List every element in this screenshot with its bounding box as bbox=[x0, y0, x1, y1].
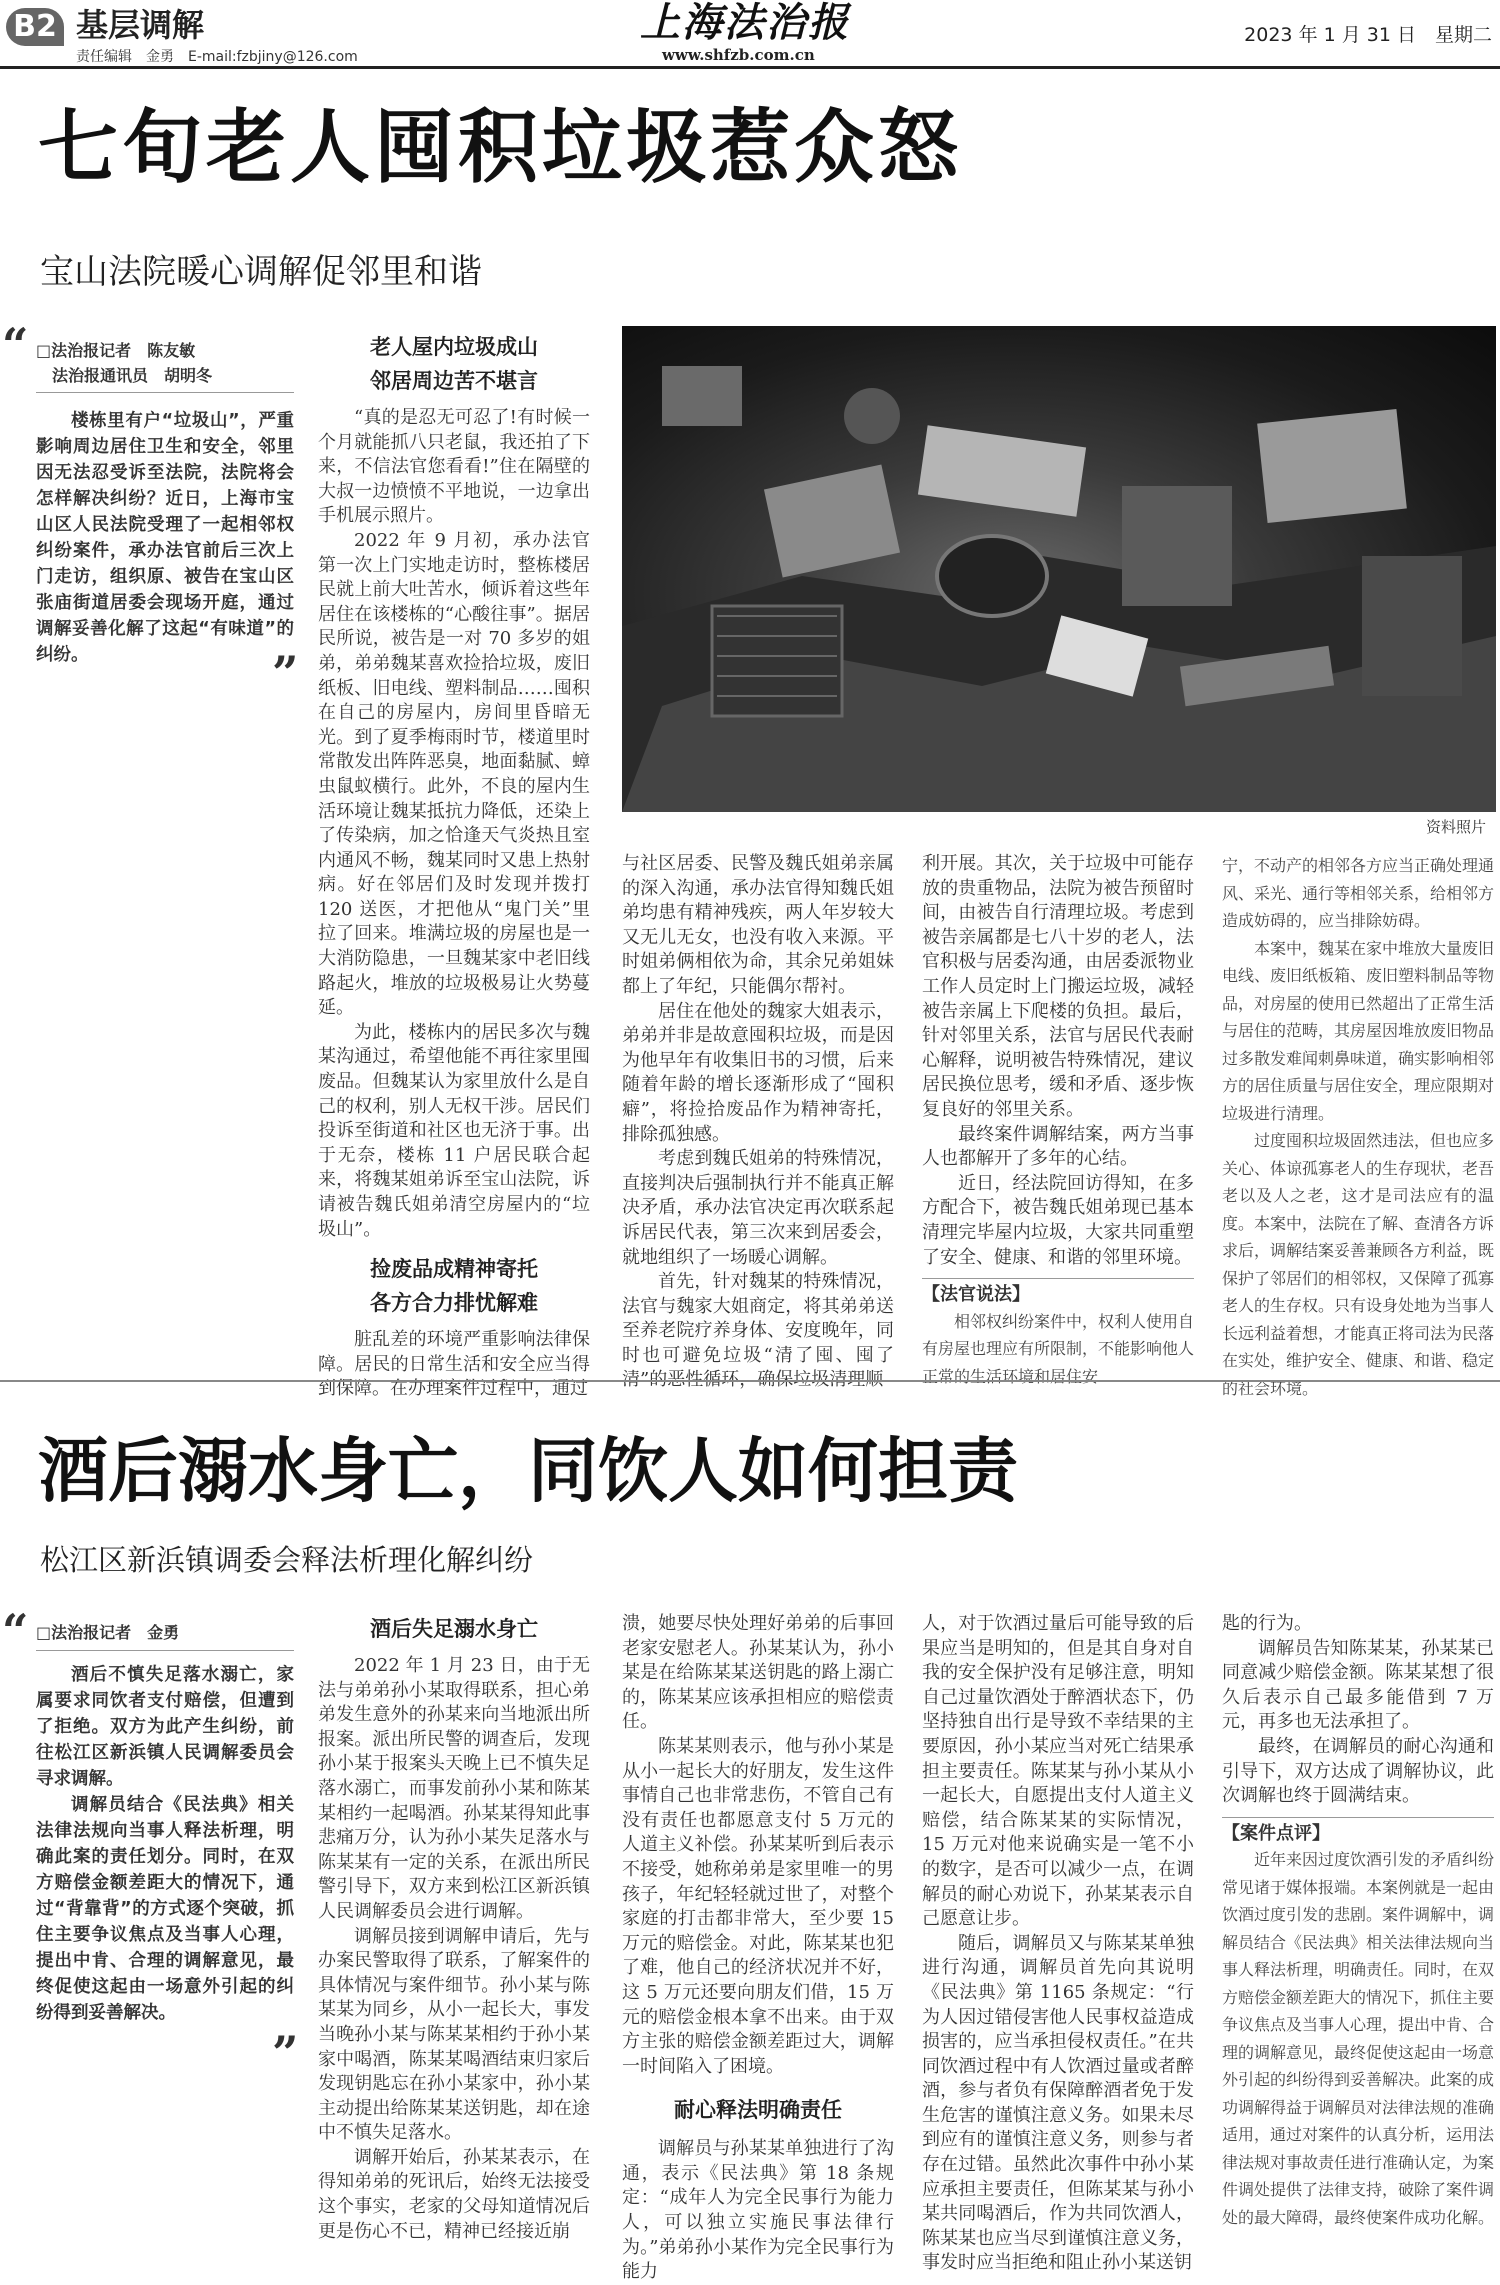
judge-comment-divider bbox=[922, 1278, 1194, 1279]
byline-reporter: □法治报记者 陈友敏 bbox=[36, 341, 196, 360]
article1-column-3: 利开展。其次，关于垃圾中可能存放的贵重物品，法院为被告预留时间，由被告自行清理垃圾。考虑到被告亲属都是七八十岁的老人，法官积极与居委沟通，由居委派物业工作人员定时上门搬运垃圾，减轻被告亲属上下爬楼的负担。最后，针对邻里关系，法官与居民代表耐心解释，说明被告特殊情况，建议居民换位思考，缓和矛盾、逐步恢复良好的邻里关系。 最终案件调解结案，两方当事人也都解开了多年的心结。 近日，经法院回访得知，在多方配合下，被告魏氏姐弟现已基本清理完毕屋内垃圾，大家共同重塑了安全、健康、和谐的邻里环境。 【法官说法】 相邻权纠纷案件中，权利人使用自有房屋也理应有所限制，不能影响他人正常的生活环境和居住安 bbox=[922, 853, 1195, 1386]
article2-headline: 酒后溺水身亡，同饮人如何担责 bbox=[38, 1430, 1018, 1512]
article2-subheadline: 松江区新浜镇调委会释法析理化解纠纷 bbox=[40, 1543, 534, 1577]
article1-column-4: 宁，不动产的相邻各方应当正确处理通风、采光、通行等相邻关系，给相邻方造成妨碍的，应当排除妨碍。 本案中，魏某在家中堆放大量废旧电线、废旧纸板箱、废旧塑料制品等物品，对房屋的使用已然超出了正常生活与居住的范畴，其房屋因堆放废旧物品过多散发难闻刺鼻味道，确实影响相邻方的居住质量与居住安全，理应限期对垃圾进行清理。 过度囤积垃圾固然违法，但也应多关心、体谅孤寡老人的生存现状，老吾老以及人之老，这才是司法应有的温度。本案中，法院在了解、查清各方诉求后，调解结案妥善兼顾各方利益，既保护了邻居们的相邻权，又保障了孤寡老人的生存权。只有设身处地为当事人长远利益着想，才能真正将司法为民落在实处，维护安全、健康、和谐、稳定的社会环境。 bbox=[1222, 856, 1495, 1398]
issue-date: 2023 年 1 月 31 日 星期二 bbox=[1244, 24, 1492, 46]
masthead-rule bbox=[0, 66, 1500, 69]
article1-column-1: 老人屋内垃圾成山 邻居周边苦不堪言 “真的是忍无可忍了!有时候一个月就能抓八只老鼠，我还拍了下来，不信法官您看看!”住在隔壁的大叔一边愤愤不平地说，一边拿出手机展示照片。 2022 年 9 月初，承办法官第一次上门实地走访时，整栋楼居民就上前大吐苦水，倾诉着这些年居住在该楼栋的“心酸往事”。据居民所说，被告是一对 70 多岁的姐弟，弟弟魏某喜欢捡拾垃圾，废旧纸板、旧电线、塑料制品……囤积在自己的房屋内，房间里昏暗无光。到了夏季梅雨时节，楼道里时常散发出阵阵恶臭，地面黏腻、蟑虫鼠蚁横行。此外，不良的屋内生活环境让魏某抵抗力降低，还染上了传染病，加之恰逢天气炎热且室内通风不畅，魏某同时又患上热射病。好在邻居们及时发现并拨打 120 送医，才把他从“鬼门关”里拉了回来。堆满垃圾的房屋也是一大消防隐患，一旦魏某家中老旧线路起火，堆放的垃圾极易让火势蔓延。 为此，楼栋内的居民多次与魏某沟通过，希望他能不再往家里囤废品。但魏某认为家里放什么是自己的权利，别人无权干涉。居民们投诉至街道和社区也无济于事。出于无奈，楼栋 11 户居民联合起来，将魏某姐弟诉至宝山法院，诉请被告魏氏姐弟清空房屋内的“垃圾山”。 捡废品成精神寄托 各方合力排忧解难 脏乱差的环境严重影响法律保障。居民的日常生活和安全应当得到保障。在办理案件过程中，通过 bbox=[318, 330, 590, 1360]
editor-line: 责任编辑 金勇 E-mail:fzbjiny@126.com bbox=[76, 49, 358, 65]
article2-column-2: 溃，她要尽快处理好弟弟的后事回老家安慰老人。孙某某认为，孙小某是在给陈某某送钥匙的路上溺亡的，陈某某应该承担相应的赔偿责任。 陈某某则表示，他与孙小某是从小一起长大的好朋友，发生这件事情自己也非常悲伤，不管自己有没有责任也都愿意支付 5 万元的人道主义补偿。孙某某听到后表示不接受，她称弟弟是家里唯一的男孩子，年纪轻轻就过世了，对整个家庭的打击都非常大，至少要 15 万元的赔偿金。对此，陈某某也犯了难，他自己的经济状况并不好，这 5 万元还要向朋友们借，15 万元的赔偿金根本拿不出来。由于双方主张的赔偿金额差距过大，调解一时间陷入了困境。 耐心释法明确责任 调解员与孙某某单独进行了沟通，表示《民法典》第 18 条规定：“成年人为完全民事行为能力人，可以独立实施民事法律行为。”弟弟孙小某作为完全民事行为能力 bbox=[622, 1613, 894, 2283]
article1-headline: 七旬老人囤积垃圾惹众怒 bbox=[38, 101, 962, 194]
article2-lead: 酒后不慎失足落水溺亡，家属要求同饮者支付赔偿，但遭到了拒绝。双方为此产生纠纷，前往松江区新浜镇人民调解委员会寻求调解。 调解员结合《民法典》相关法律法规向当事人释法析理，明确此案的责任划分。同时，在双方赔偿金额差距大的情况下，通过“背靠背”的方式逐个突破，抓住主要争议焦点及当事人心理，提出中肯、合理的调解意见，最终促使这起由一场意外引起的纠纷得到妥善解决。 bbox=[36, 1665, 294, 2023]
article2-subhead-2: 耐心释法明确责任 bbox=[674, 2098, 842, 2123]
photo-caption: 资料照片 bbox=[1426, 818, 1487, 836]
judge-comment-title: 【法官说法】 bbox=[922, 1284, 1030, 1306]
article-photo bbox=[622, 326, 1496, 812]
article1-column-2: 与社区居委、民警及魏氏姐弟亲属的深入沟通，承办法官得知魏氏姐弟均患有精神残疾，两人年岁较大又无儿无女，也没有收入来源。平时姐弟俩相依为命，其余兄弟姐妹都上了年纪，只能偶尔帮衬。 居住在他处的魏家大姐表示，弟弟并非是故意囤积垃圾，而是因为他早年有收集旧书的习惯，后来随着年龄的增长逐渐形成了“囤积癖”，将捡拾废品作为精神寄托，排除孤独感。 考虑到魏氏姐弟的特殊情况，直接判决后强制执行并不能真正解决矛盾，承办法官决定再次联系起诉居民代表，第三次来到居委会，就地组织了一场暖心调解。 首先，针对魏某的特殊情况，法官与魏家大姐商定，将其弟弟送至养老院疗养身体、安度晚年，同时也可避免垃圾“清了囤、囤了清”的恶性循环，确保垃圾清理顺 bbox=[622, 853, 894, 1391]
paper-name-logo: 上海法治报 bbox=[640, 0, 850, 46]
section-badge: B2 bbox=[6, 8, 64, 46]
section-name: 基层调解 bbox=[76, 6, 205, 44]
website-link[interactable]: www.shfzb.com.cn bbox=[662, 46, 815, 64]
close-quote-mark: ” bbox=[272, 646, 299, 700]
open-quote-mark-2: “ bbox=[2, 1604, 29, 1658]
article1-byline bbox=[36, 338, 296, 388]
article2-column-3: 人，对于饮酒过量后可能导致的后果应当是明知的，但是其自身对自我的安全保护没有足够注意，明知自己过量饮酒处于醉酒状态下，仍坚持独自出行是导致不幸结果的主要原因，孙小某应当对死亡结果承担主要责任。陈某某与孙小某从小一起长大，自愿提出支付人道主义赔偿，结合陈某某的实际情况，15 万元对他来说确实是一笔不小的数字，是否可以减少一点，在调解员的耐心劝说下，孙某某表示自己愿意让步。 随后，调解员又与陈某某单独进行沟通，调解员首先向其说明《民法典》第 1165 条规定：“行为人因过错侵害他人民事权益造成损害的，应当承担侵权责任。”在共同饮酒过程中有人饮酒过量或者醉酒，参与者负有保障醉酒者免于发生危害的谨慎注意义务。如果未尽到应有的谨慎注意义务，则参与者存在过错。虽然此次事件中孙小某应承担主要责任，但陈某某与孙小某共同喝酒后，作为共同饮酒人，陈某某也应当尽到谨慎注意义务，事发时应当拒绝和阻止孙小某送钥 bbox=[922, 1613, 1194, 2274]
byline-divider-2 bbox=[36, 1650, 294, 1651]
hoarded-trash-image bbox=[622, 326, 1496, 812]
byline-divider bbox=[36, 392, 294, 393]
article1-subhead-1a: 老人屋内垃圾成山 bbox=[370, 335, 538, 359]
article2-byline: □法治报记者 金勇 bbox=[36, 1623, 180, 1642]
article1-subhead-2a: 捡废品成精神寄托 bbox=[370, 1257, 538, 1282]
article1-subhead-1b: 邻居周边苦不堪言 bbox=[370, 369, 538, 393]
article2-column-1: 酒后失足溺水身亡 2022 年 1 月 23 日，由于无法与弟弟孙小某取得联系，担心弟弟发生意外的孙某来向当地派出所报案。派出所民警的调查后，发现孙小某于报案头天晚上已不慎失足落水溺亡，而事发前孙小某和陈某某相约一起喝酒。孙某某得知此事悲痛万分，认为孙小某失足落水与陈某某有一定的关系，在派出所民警引导下，双方来到松江区新浜镇人民调解委员会进行调解。 调解员接到调解申请后，先与办案民警取得了联系，了解案件的具体情况与案件细节。孙小某与陈某某为同乡，从小一起长大，事发当晚孙小某与陈某某相约于孙小某家中喝酒，陈某某喝酒结束归家后发现钥匙忘在孙小某家中，孙小某主动提出给陈某某送钥匙，却在途中不慎失足落水。 调解开始后，孙某某表示，在得知弟弟的死讯后，始终无法接受这个事实，老家的父母知道情况后更是伤心不已，精神已经接近崩 bbox=[318, 1612, 590, 2224]
case-comment-divider bbox=[1222, 1817, 1494, 1818]
article2-column-4: 匙的行为。 调解员告知陈某某，孙某某已同意减少赔偿金额。陈某某想了很久后表示自己最多能借到 7 万元，再多也无法承担了。 最终，在调解员的耐心沟通和引导下，双方达成了调解协议，此次调解也终于圆满结束。 【案件点评】 近年来因过度饮酒引发的矛盾纠纷常见诸于媒体报端。本案例就是一起由饮酒过度引发的悲剧。案件调解中，调解员结合《民法典》相关法律法规向当事人释法析理，明确责任。同时，在双方赔偿金额差距大的情况下，抓住主要争议焦点及当事人心理，提出中肯、合理的调解意见，最终促使这起由一场意外引起的纠纷得到妥善解决。此案的成功调解得益于调解员对法律法规的准确适用，通过对案件的认真分析，运用法律法规对事故责任进行准确认定，为案件调处提供了法律支持，破除了案件调处的最大障碍，最终使案件成功化解。 bbox=[1222, 1613, 1495, 2227]
byline-correspondent: 法治报通讯员 胡明冬 bbox=[52, 366, 213, 385]
article2-subhead-1: 酒后失足溺水身亡 bbox=[370, 1617, 538, 1641]
article1-subhead-2b: 各方合力排忧解难 bbox=[370, 1291, 538, 1316]
case-comment-title: 【案件点评】 bbox=[1222, 1822, 1330, 1844]
article1-subheadline: 宝山法院暖心调解促邻里和谐 bbox=[40, 252, 482, 292]
open-quote-mark: “ bbox=[2, 318, 29, 372]
article1-lead: 楼栋里有户“垃圾山”，严重影响周边居住卫生和安全，邻里因无法忍受诉至法院，法院将会怎样解决纠纷？近日，上海市宝山区人民法院受理了一起相邻权纠纷案件，承办法官前后三次上门走访，组织原、被告在宝山区张庙街道居委会现场开庭，通过调解妥善化解了这起“有味道”的纠纷。 bbox=[36, 411, 294, 665]
article-separator bbox=[0, 1380, 1500, 1382]
close-quote-mark-2: ” bbox=[272, 2026, 299, 2080]
